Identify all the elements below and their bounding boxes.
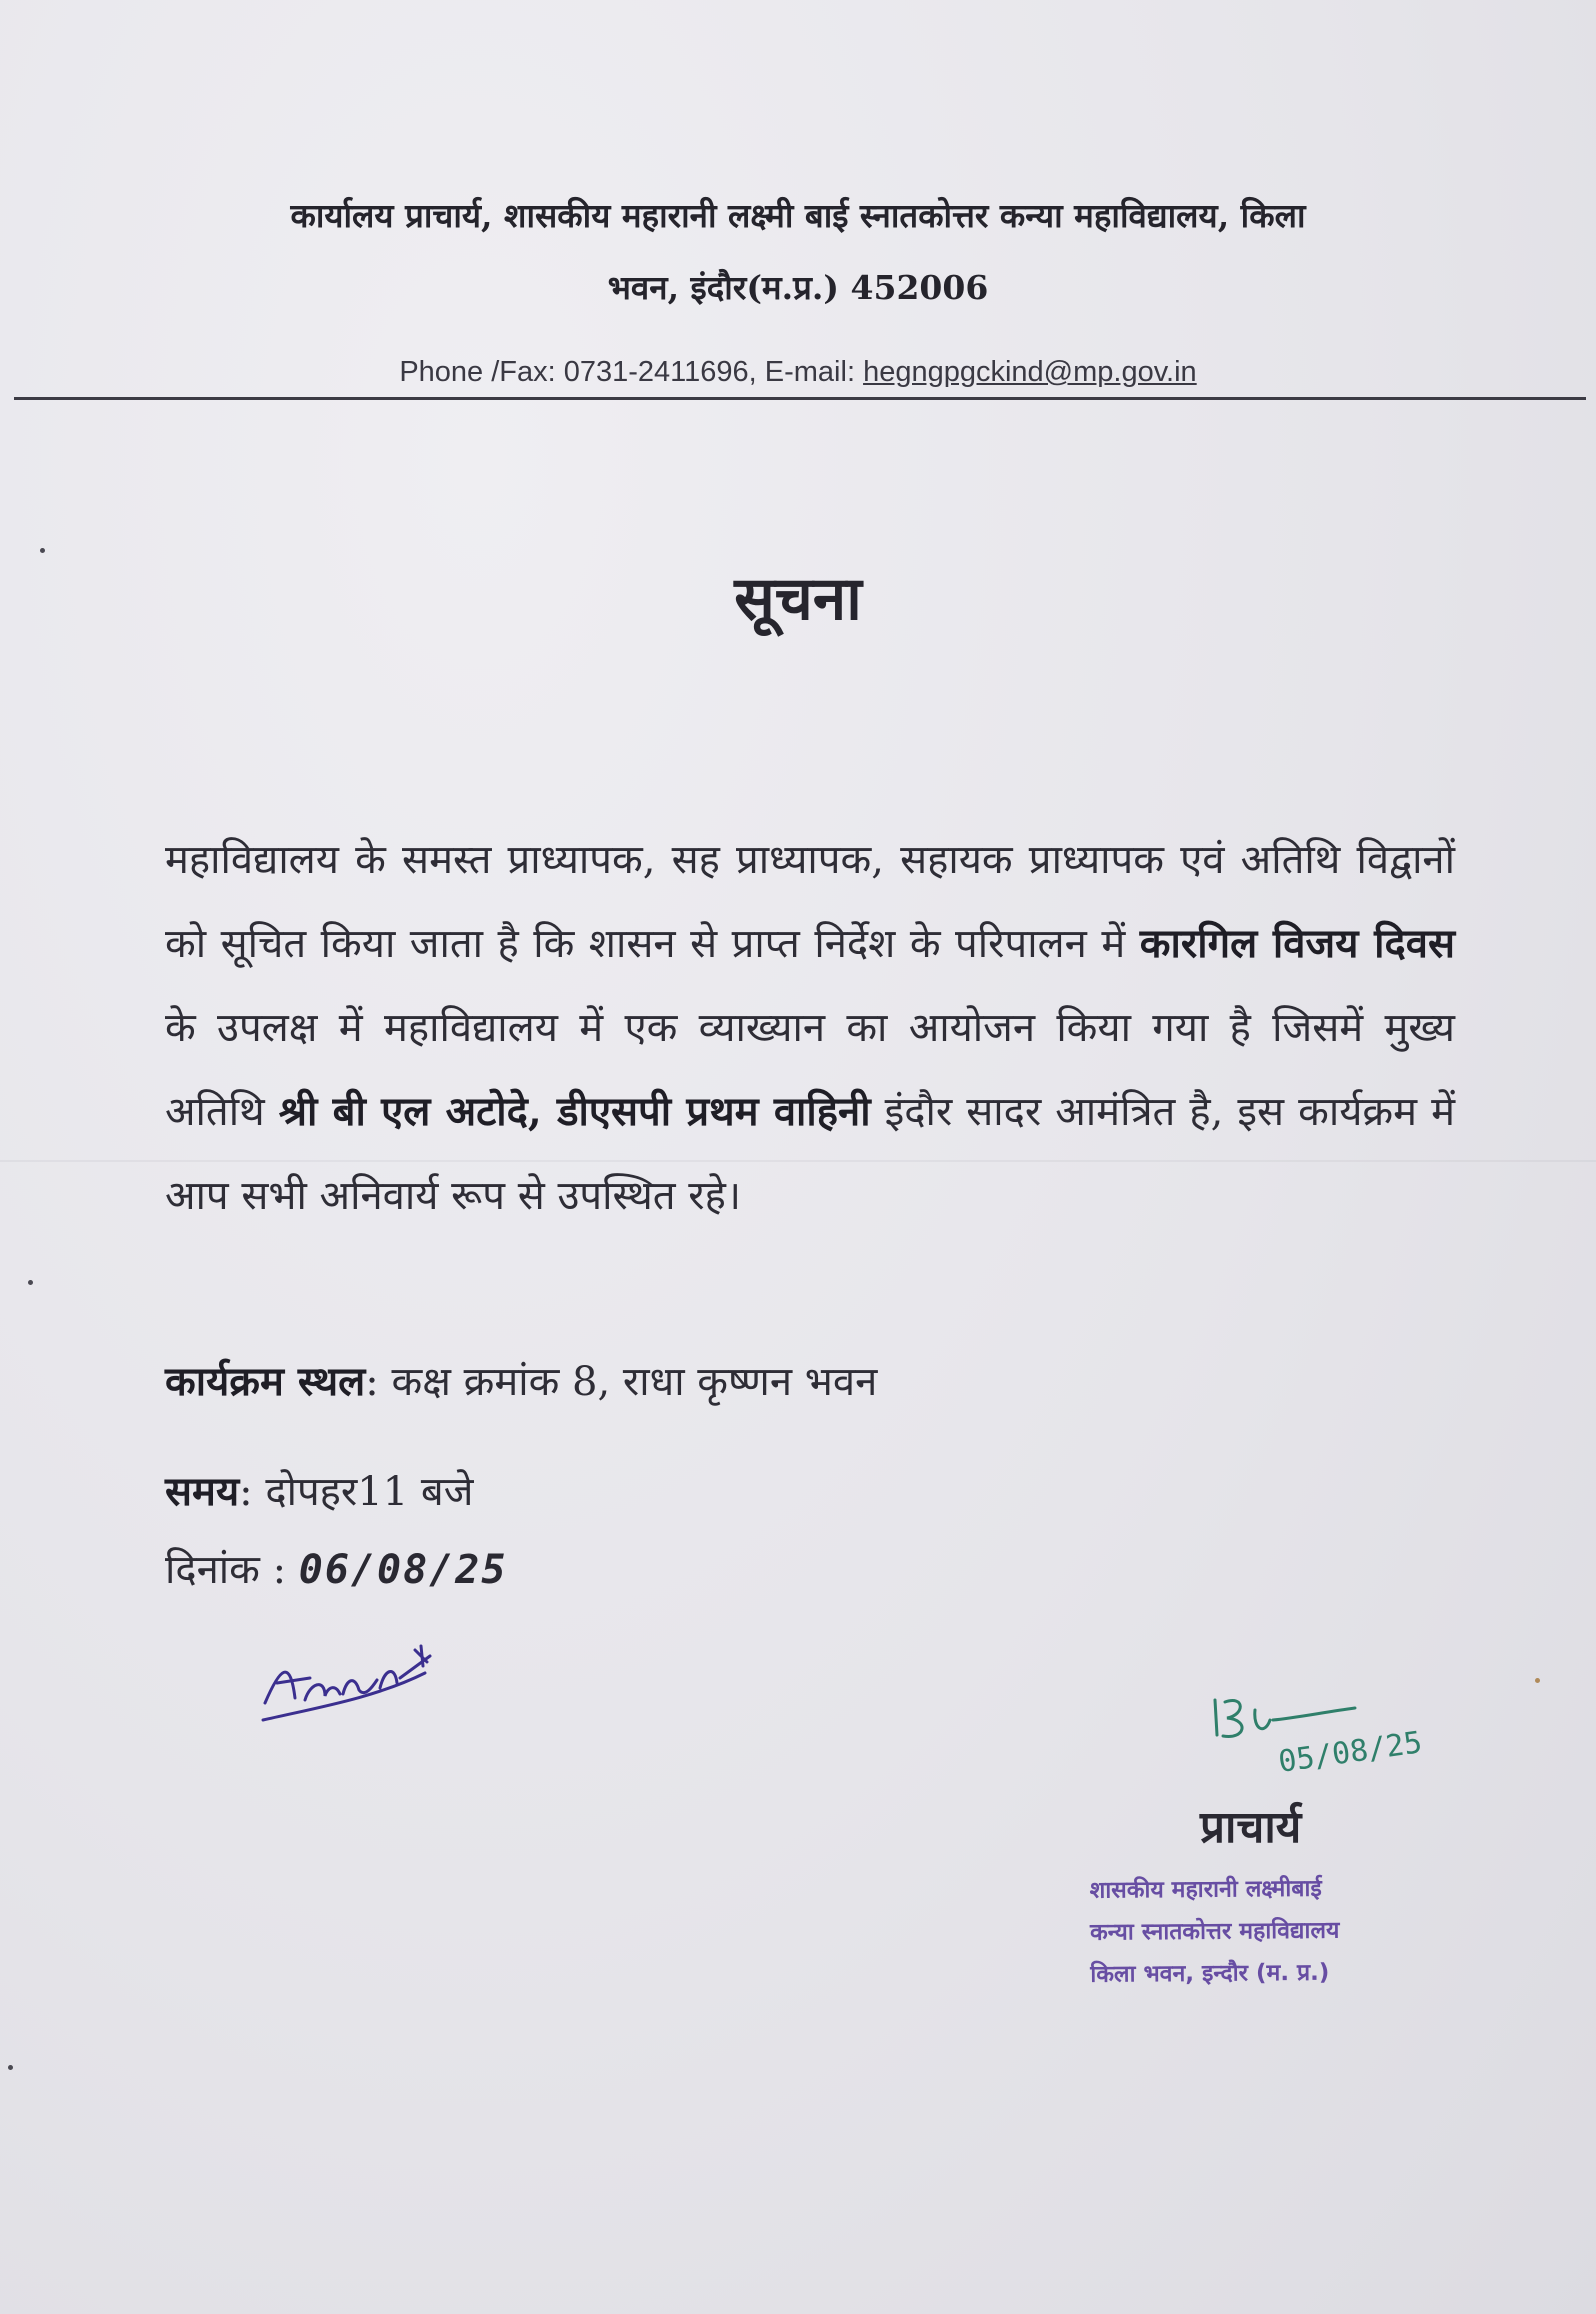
contact-prefix: Phone /Fax: 0731-2411696, E-mail: xyxy=(399,356,864,388)
time-label: समय xyxy=(165,1468,240,1515)
notice-body xyxy=(165,818,1455,1238)
college-stamp xyxy=(1089,1866,1490,1995)
notice-title: सूचना xyxy=(734,564,862,634)
chief-guest: श्री बी एल अटोदे, डीएसपी प्रथम वाहिनी xyxy=(278,1088,871,1135)
notice-text-3: इंदौर सादर आमंत्रित है, इस कार्यक्रम में आप सभी अनिवार्य रूप से उपस्थित रहे। xyxy=(165,1089,1455,1219)
event-name: कारगिल विजय दिवस xyxy=(1139,920,1455,967)
clerk-signature xyxy=(255,1628,475,1728)
notice-text-1: महाविद्यालय के समस्त प्राध्यापक, सह प्राध्यापक, सहायक प्राध्यापक एवं अतिथि विद्वानों को सूचित किया जाता है कि शासन से प्राप्त निर्देश के परिपालन में xyxy=(165,837,1455,967)
principal-designation: प्राचार्य xyxy=(1200,1802,1302,1853)
paper-speck xyxy=(28,1280,33,1285)
stamp-line-1: शासकीय महारानी लक्ष्मीबाई xyxy=(1089,1875,1322,1904)
venue-line xyxy=(165,1352,877,1407)
paper-speck xyxy=(1535,1678,1540,1683)
office-name: कार्यालय प्राचार्य, शासकीय महारानी लक्ष्मी बाई स्नातकोत्तर कन्या महाविद्यालय, किला xyxy=(290,196,1306,235)
venue-value: : कक्ष क्रमांक 8, राधा कृष्णन भवन xyxy=(365,1359,878,1405)
paper-speck xyxy=(40,548,45,553)
email-link[interactable]: hegngpgckind@mp.gov.in xyxy=(863,356,1197,388)
signature-date: 05/08/25 xyxy=(1276,1725,1425,1780)
stamp-line-3: किला भवन, इन्दौर (म. प्र.) xyxy=(1090,1959,1330,1988)
header-divider xyxy=(14,397,1586,400)
time-value: : दोपहर11 बजे xyxy=(239,1469,474,1515)
time-line xyxy=(165,1462,473,1517)
stamp-line-2: कन्या स्नातकोत्तर महाविद्यालय xyxy=(1089,1917,1340,1946)
contact-line xyxy=(0,356,1596,389)
paper-speck xyxy=(8,2065,13,2070)
office-address: भवन, इंदौर(म.प्र.) 452006 xyxy=(607,268,989,307)
principal-signature xyxy=(1205,1690,1445,1800)
notice-text-2: के उपलक्ष में महाविद्यालय में एक व्याख्यान का आयोजन किया गया है जिसमें मुख्य अतिथि xyxy=(165,1005,1455,1135)
date-line xyxy=(165,1540,507,1595)
date-value: 06/08/25 xyxy=(298,1547,508,1593)
date-label: दिनांक : xyxy=(165,1547,299,1593)
venue-label: कार्यक्रम स्थल xyxy=(165,1358,366,1405)
